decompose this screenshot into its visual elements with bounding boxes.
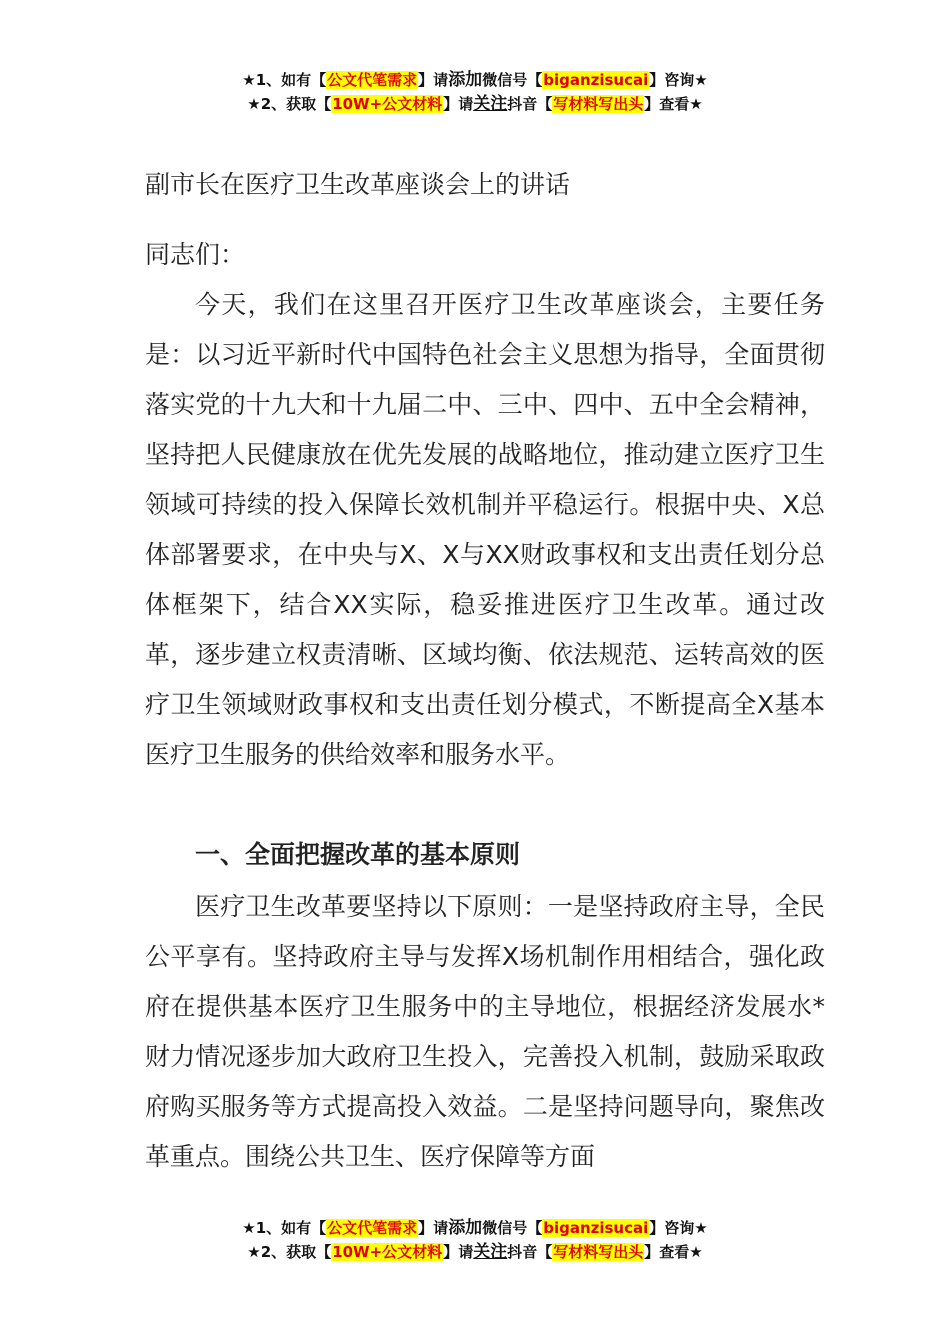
promo-banner-bottom <box>0 1216 950 1264</box>
promo-text: 】咨询★ <box>649 1219 708 1237</box>
promo-text-underlined: 关注 <box>473 1242 508 1262</box>
promo-text: 】请 <box>418 1219 449 1237</box>
promo-text: ★2、获取【 <box>247 95 332 113</box>
promo-text: 】请 <box>443 1243 474 1261</box>
promo-highlight-materials: 10W+公文材料 <box>332 95 443 113</box>
promo-highlight-douyin: 写材料写出头 <box>553 1243 644 1261</box>
section-heading: 一、全面把握改革的基本原则 <box>195 840 521 869</box>
promo-text: 微信号【 <box>482 1219 543 1237</box>
promo-text: 】请 <box>443 95 474 113</box>
body-paragraph: 今天，我们在这里召开医疗卫生改革座谈会，主要任务是：以习近平新时代中国特色社会主义思想为指导，全面贯彻落实党的十九大和十九届二中、三中、四中、五中全会精神，坚持把人民健康放在优先发展的战略地位，推动建立医疗卫生领域可持续的投入保障长效机制并平稳运行。根据中央、X总体部署要求，在中央与X、X与XX财政事权和支出责任划分总体框架下，结合XX实际，稳妥推进医疗卫生改革。通过改革，逐步建立权责清晰、区域均衡、依法规范、运转高效的医疗卫生领域财政事权和支出责任划分模式，不断提高全X基本医疗卫生服务的供给效率和服务水平。 <box>145 290 825 769</box>
body-paragraph: 医疗卫生改革要坚持以下原则：一是坚持政府主导，全民公平享有。坚持政府主导与发挥X场机制作用相结合，强化政府在提供基本医疗卫生服务中的主导地位，根据经济发展水*财力情况逐步加大政府卫生投入，完善投入机制，鼓励采取政府购买服务等方式提高投入效益。二是坚持问题导向，聚焦改革重点。围绕公共卫生、医疗保障等方面 <box>145 892 825 1171</box>
promo-text: 抖音【 <box>507 1243 553 1261</box>
promo-text: 抖音【 <box>507 95 553 113</box>
promo-highlight-service: 公文代笔需求 <box>327 71 418 89</box>
promo-highlight-wechat-id: biganzisucai <box>543 71 649 89</box>
document-salutation: 同志们： <box>145 240 246 269</box>
promo-text: ★2、获取【 <box>247 1243 332 1261</box>
document-title: 副市长在医疗卫生改革座谈会上的讲话 <box>145 170 571 199</box>
promo-text: 】咨询★ <box>649 71 708 89</box>
promo-text: 】请 <box>418 71 449 89</box>
promo-banner-top <box>0 68 950 116</box>
promo-line-1 <box>0 1216 950 1240</box>
promo-line-2 <box>0 92 950 116</box>
promo-text: 】查看★ <box>644 95 703 113</box>
promo-highlight-materials: 10W+公文材料 <box>332 1243 443 1261</box>
promo-highlight-wechat-id: biganzisucai <box>543 1219 649 1237</box>
promo-line-1 <box>0 68 950 92</box>
promo-line-2 <box>0 1240 950 1264</box>
promo-text: ★1、如有【 <box>242 71 327 89</box>
promo-text-underlined: 关注 <box>473 94 508 114</box>
promo-text-emphasis: 添加 <box>448 1218 483 1238</box>
promo-highlight-service: 公文代笔需求 <box>327 1219 418 1237</box>
promo-text: 微信号【 <box>482 71 543 89</box>
promo-highlight-douyin: 写材料写出头 <box>553 95 644 113</box>
promo-text: ★1、如有【 <box>242 1219 327 1237</box>
promo-text-emphasis: 添加 <box>448 70 483 90</box>
promo-text: 】查看★ <box>644 1243 703 1261</box>
